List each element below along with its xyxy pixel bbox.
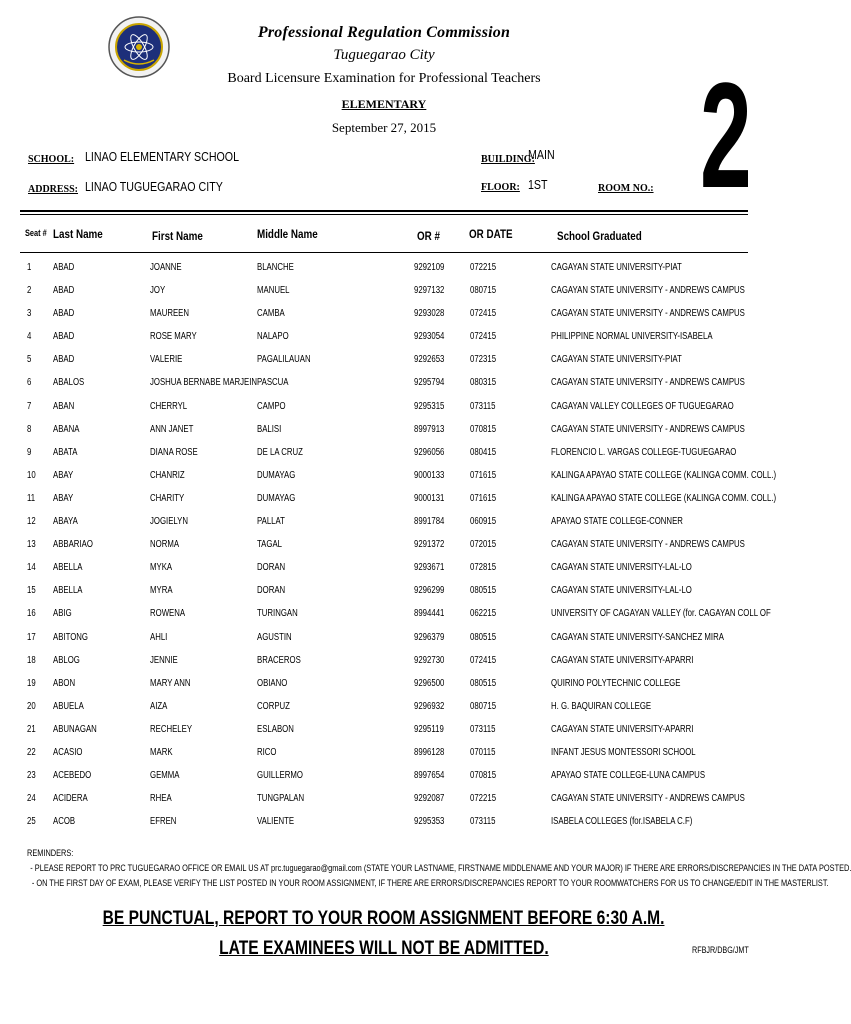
header-rule-bottom: [20, 214, 748, 215]
column-header-rule: [20, 252, 748, 253]
middle-name-cell: BALISI: [257, 423, 282, 435]
or-number-cell: 9291372: [414, 539, 445, 551]
middle-name-cell: DORAN: [257, 585, 286, 597]
seat-number-cell: 2: [27, 285, 32, 297]
address-value: LINAO TUGUEGARAO CITY: [85, 179, 223, 194]
or-number-cell: 9000133: [414, 469, 445, 481]
punctuality-notice: [0, 908, 768, 930]
table-row: [0, 793, 768, 816]
seat-number-cell: 15: [27, 585, 36, 597]
seat-number-cell: 5: [27, 354, 32, 366]
seat-number-cell: 16: [27, 608, 36, 620]
col-school-graduated: School Graduated: [557, 229, 642, 243]
school-graduated-cell: CAGAYAN STATE UNIVERSITY - ANDREWS CAMPUS: [551, 793, 745, 805]
last-name-cell: ABAD: [53, 331, 75, 343]
school-graduated-cell: APAYAO STATE COLLEGE-LUNA CAMPUS: [551, 770, 706, 782]
last-name-cell: ABAY: [53, 492, 74, 504]
first-name-cell: ROSE MARY: [150, 331, 197, 343]
or-date-cell: 070815: [470, 770, 497, 782]
exam-level: ELEMENTARY: [341, 97, 427, 111]
table-row: [0, 585, 768, 608]
seat-number-cell: 13: [27, 539, 36, 551]
or-date-cell: 072215: [470, 262, 497, 273]
agency-title: Professional Regulation Commission: [257, 24, 511, 41]
school-graduated-cell: CAGAYAN STATE UNIVERSITY - ANDREWS CAMPUS: [551, 377, 745, 389]
school-graduated-cell: APAYAO STATE COLLEGE-CONNER: [551, 516, 683, 528]
or-number-cell: 9296379: [414, 631, 445, 643]
or-date-cell: 073115: [470, 723, 496, 735]
school-graduated-cell: CAGAYAN STATE UNIVERSITY - ANDREWS CAMPUS: [551, 423, 745, 435]
building-label: BUILDING:: [481, 154, 535, 165]
table-row: [0, 285, 768, 308]
first-name-cell: DIANA ROSE: [150, 446, 198, 458]
first-name-cell: JENNIE: [150, 654, 178, 666]
table-row: [0, 678, 768, 701]
seat-number-cell: 12: [27, 516, 36, 528]
or-date-cell: 060915: [470, 516, 497, 528]
or-date-cell: 072015: [470, 539, 497, 551]
reminder-line-1: - PLEASE REPORT TO PRC TUGUEGARAO OFFICE OR EMAIL US AT prc.tuguegarao@gmail.com (STATE YOUR LASTNAME, FIRSTNAME MIDDLENAME AND YOUR MAJOR) IF THERE ARE ERRORS/DISCREPANCIES IN THE DATA POSTED.: [30, 863, 851, 873]
or-date-cell: 080715: [470, 700, 497, 712]
or-number-cell: 9296056: [414, 446, 445, 458]
last-name-cell: ABAD: [53, 354, 75, 366]
col-last-name: Last Name: [53, 227, 103, 241]
middle-name-cell: DE LA CRUZ: [257, 446, 303, 458]
or-date-cell: 080715: [470, 285, 497, 297]
seat-number-cell: 19: [27, 677, 36, 689]
middle-name-cell: OBIANO: [257, 677, 288, 689]
seat-number-cell: 7: [27, 400, 32, 412]
table-row: [0, 632, 768, 655]
table-row: [0, 262, 768, 285]
or-date-cell: 073115: [470, 816, 496, 828]
seat-number-cell: 22: [27, 746, 36, 758]
first-name-cell: ROWENA: [150, 608, 186, 620]
or-date-cell: 080515: [470, 677, 497, 689]
last-name-cell: ABON: [53, 677, 76, 689]
or-number-cell: 9292730: [414, 654, 445, 666]
table-row: [0, 539, 768, 562]
or-number-cell: 8997913: [414, 423, 445, 435]
exam-date: September 27, 2015: [331, 120, 437, 135]
footer-code: RFBJR/DBG/JMT: [692, 945, 749, 955]
last-name-cell: ACIDERA: [53, 793, 88, 805]
reminders-title: REMINDERS:: [27, 848, 74, 858]
table-row: [0, 447, 768, 470]
last-name-cell: ABLOG: [53, 654, 80, 666]
city-subtitle: Tuguegarao City: [333, 47, 435, 63]
first-name-cell: JOANNE: [150, 262, 182, 273]
middle-name-cell: PASCUA: [257, 377, 289, 389]
or-date-cell: 080315: [470, 377, 497, 389]
table-row: [0, 816, 768, 839]
last-name-cell: ABAYA: [53, 516, 78, 528]
middle-name-cell: TAGAL: [257, 539, 282, 551]
room-number-display: 2: [700, 51, 752, 219]
first-name-cell: RECHELEY: [150, 723, 193, 735]
table-row: [0, 331, 768, 354]
col-or-number: OR #: [417, 229, 440, 243]
first-name-cell: AHLI: [150, 631, 168, 643]
school-value: LINAO ELEMENTARY SCHOOL: [85, 149, 240, 164]
examinee-table-body: [0, 262, 777, 839]
school-graduated-cell: CAGAYAN STATE UNIVERSITY-PIAT: [551, 262, 682, 273]
seat-number-cell: 18: [27, 654, 36, 666]
school-graduated-cell: INFANT JESUS MONTESSORI SCHOOL: [551, 746, 696, 758]
or-number-cell: 9293054: [414, 331, 445, 343]
middle-name-cell: BLANCHE: [257, 262, 294, 273]
or-date-cell: 070815: [470, 423, 497, 435]
table-row: [0, 401, 768, 424]
last-name-cell: ACEBEDO: [53, 770, 92, 782]
seat-number-cell: 8: [27, 423, 32, 435]
last-name-cell: ABUELA: [53, 700, 84, 712]
school-graduated-cell: ISABELA COLLEGES (for.ISABELA C.F): [551, 816, 693, 828]
school-graduated-cell: CAGAYAN STATE UNIVERSITY - ANDREWS CAMPUS: [551, 539, 745, 551]
floor-label: FLOOR:: [481, 182, 520, 193]
seat-number-cell: 9: [27, 446, 32, 458]
or-number-cell: 9296932: [414, 700, 445, 712]
school-graduated-cell: CAGAYAN STATE UNIVERSITY - ANDREWS CAMPUS: [551, 308, 745, 320]
first-name-cell: CHARITY: [150, 492, 185, 504]
middle-name-cell: GUILLERMO: [257, 770, 303, 782]
or-date-cell: 080415: [470, 446, 497, 458]
seat-number-cell: 23: [27, 770, 36, 782]
first-name-cell: JOGIELYN: [150, 516, 189, 528]
late-notice: [0, 938, 768, 960]
table-row: [0, 424, 768, 447]
middle-name-cell: DUMAYAG: [257, 469, 296, 481]
or-number-cell: 9295794: [414, 377, 445, 389]
last-name-cell: ABALOS: [53, 377, 85, 389]
first-name-cell: JOY: [150, 285, 166, 297]
middle-name-cell: PAGALILAUAN: [257, 354, 311, 366]
last-name-cell: ACASIO: [53, 746, 83, 758]
middle-name-cell: DORAN: [257, 562, 286, 574]
or-number-cell: 9295315: [414, 400, 445, 412]
table-row: [0, 608, 771, 631]
table-row: [0, 655, 768, 678]
middle-name-cell: PALLAT: [257, 516, 285, 528]
table-row: [0, 562, 768, 585]
seat-number-cell: 1: [27, 262, 32, 273]
first-name-cell: CHERRYL: [150, 400, 188, 412]
first-name-cell: EFREN: [150, 816, 177, 828]
exam-title: Board Licensure Examination for Professional Teachers: [227, 71, 541, 86]
last-name-cell: ABAD: [53, 262, 75, 273]
first-name-cell: ANN JANET: [150, 423, 194, 435]
middle-name-cell: DUMAYAG: [257, 492, 296, 504]
school-graduated-cell: CAGAYAN STATE UNIVERSITY-APARRI: [551, 723, 694, 735]
first-name-cell: VALERIE: [150, 354, 183, 366]
or-date-cell: 072415: [470, 654, 497, 666]
table-row: [0, 354, 768, 377]
seat-number-cell: 25: [27, 816, 36, 828]
school-label: SCHOOL:: [28, 154, 75, 165]
or-date-cell: 062215: [470, 608, 497, 620]
first-name-cell: JOSHUA BERNABE MARJEIN: [150, 377, 258, 389]
table-row: [0, 377, 768, 400]
school-graduated-cell: H. G. BAQUIRAN COLLEGE: [551, 700, 652, 712]
or-date-cell: 080515: [470, 631, 497, 643]
col-middle-name: Middle Name: [257, 227, 318, 241]
middle-name-cell: ESLABON: [257, 723, 294, 735]
last-name-cell: ABAD: [53, 308, 75, 320]
or-date-cell: 080515: [470, 585, 497, 597]
first-name-cell: AIZA: [150, 700, 168, 712]
seat-number-cell: 6: [27, 377, 32, 389]
reminders-block: [27, 846, 851, 891]
table-row: [0, 724, 768, 747]
or-number-cell: 9293028: [414, 308, 445, 320]
late-notice-text: LATE EXAMINEES WILL NOT BE ADMITTED.: [219, 938, 549, 959]
or-number-cell: 8996128: [414, 746, 445, 758]
last-name-cell: ABBARIAO: [53, 539, 93, 551]
or-date-cell: 072315: [470, 354, 497, 366]
middle-name-cell: CAMPO: [257, 400, 286, 412]
last-name-cell: ABATA: [53, 446, 78, 458]
room-no-label: ROOM NO.:: [598, 183, 654, 194]
or-number-cell: 9293671: [414, 562, 445, 574]
school-graduated-cell: PHILIPPINE NORMAL UNIVERSITY-ISABELA: [551, 331, 713, 343]
or-number-cell: 9296299: [414, 585, 445, 597]
seat-number-cell: 20: [27, 700, 36, 712]
middle-name-cell: TUNGPALAN: [257, 793, 305, 805]
or-date-cell: 071615: [470, 492, 497, 504]
school-graduated-cell: UNIVERSITY OF CAGAYAN VALLEY (for. CAGAYAN COLL OF: [551, 608, 771, 620]
col-or-date: OR DATE: [469, 227, 513, 241]
middle-name-cell: VALIENTE: [257, 816, 295, 828]
table-row: [0, 469, 777, 493]
or-date-cell: 073115: [470, 400, 496, 412]
or-date-cell: 072415: [470, 331, 497, 343]
school-graduated-cell: CAGAYAN VALLEY COLLEGES OF TUGUEGARAO: [551, 400, 734, 412]
col-first-name: First Name: [152, 229, 203, 243]
seat-number-cell: 24: [27, 793, 36, 805]
or-number-cell: 9292087: [414, 793, 445, 805]
col-seat: Seat #: [25, 228, 47, 238]
or-date-cell: 070115: [470, 746, 496, 758]
reminder-line-2: - ON THE FIRST DAY OF EXAM, PLEASE VERIFY THE LIST POSTED IN YOUR ROOM ASSIGNMENT, IF THERE ARE ERRORS/DISCREPANCIES REPORT TO YOUR ROOMWATCHERS FOR US TO CHANGE/EDIT IN THE MASTERLIST.: [31, 878, 829, 888]
or-number-cell: 8994441: [414, 608, 445, 620]
last-name-cell: ABIG: [53, 608, 72, 620]
school-graduated-cell: CAGAYAN STATE UNIVERSITY-PIAT: [551, 354, 682, 366]
middle-name-cell: CAMBA: [257, 308, 285, 320]
or-date-cell: 072415: [470, 308, 497, 320]
table-row: [0, 770, 768, 793]
or-number-cell: 8997654: [414, 770, 445, 782]
last-name-cell: ABELLA: [53, 562, 83, 574]
last-name-cell: ABAN: [53, 400, 75, 412]
school-graduated-cell: KALINGA APAYAO STATE COLLEGE (KALINGA COMM. COLL.): [551, 492, 777, 504]
middle-name-cell: MANUEL: [257, 285, 290, 297]
table-row: [0, 492, 777, 516]
last-name-cell: ABAY: [53, 469, 74, 481]
seat-number-cell: 4: [27, 331, 32, 343]
last-name-cell: ACOB: [53, 816, 76, 828]
building-value: MAIN: [528, 147, 555, 162]
or-date-cell: 072215: [470, 793, 497, 805]
first-name-cell: CHANRIZ: [150, 469, 185, 481]
school-graduated-cell: KALINGA APAYAO STATE COLLEGE (KALINGA COMM. COLL.): [551, 469, 777, 481]
seat-number-cell: 10: [27, 469, 36, 481]
or-number-cell: 9295119: [414, 723, 444, 735]
or-date-cell: 072815: [470, 562, 497, 574]
middle-name-cell: CORPUZ: [257, 700, 290, 712]
last-name-cell: ABANA: [53, 423, 80, 435]
last-name-cell: ABITONG: [53, 631, 88, 643]
seat-number-cell: 11: [27, 492, 36, 504]
or-number-cell: 9297132: [414, 285, 445, 297]
first-name-cell: GEMMA: [150, 770, 180, 782]
middle-name-cell: TURINGAN: [257, 608, 298, 620]
middle-name-cell: RICO: [257, 746, 277, 758]
seat-number-cell: 14: [27, 562, 36, 574]
or-number-cell: 9292653: [414, 354, 445, 366]
last-name-cell: ABUNAGAN: [53, 723, 97, 735]
or-number-cell: 9000131: [414, 492, 445, 504]
table-row: [0, 516, 768, 539]
table-row: [0, 308, 768, 331]
last-name-cell: ABELLA: [53, 585, 83, 597]
last-name-cell: ABAD: [53, 285, 75, 297]
school-graduated-cell: CAGAYAN STATE UNIVERSITY-LAL-LO: [551, 585, 692, 597]
first-name-cell: NORMA: [150, 539, 180, 551]
school-graduated-cell: FLORENCIO L. VARGAS COLLEGE-TUGUEGARAO: [551, 446, 737, 458]
or-number-cell: 9296500: [414, 677, 445, 689]
header-rule-top: [20, 210, 748, 212]
seat-number-cell: 17: [27, 631, 36, 643]
school-graduated-cell: CAGAYAN STATE UNIVERSITY-SANCHEZ MIRA: [551, 631, 724, 643]
middle-name-cell: AGUSTIN: [257, 631, 292, 643]
school-graduated-cell: CAGAYAN STATE UNIVERSITY - ANDREWS CAMPUS: [551, 285, 745, 297]
first-name-cell: MYKA: [150, 562, 173, 574]
first-name-cell: MAUREEN: [150, 308, 190, 320]
or-number-cell: 8991784: [414, 516, 445, 528]
or-number-cell: 9292109: [414, 262, 445, 273]
seat-number-cell: 3: [27, 308, 32, 320]
punctuality-notice-text: BE PUNCTUAL, REPORT TO YOUR ROOM ASSIGNMENT BEFORE 6:30 A.M.: [103, 908, 665, 929]
first-name-cell: RHEA: [150, 793, 172, 805]
address-label: ADDRESS:: [28, 184, 79, 195]
table-row: [0, 701, 768, 724]
seat-number-cell: 21: [27, 723, 36, 735]
school-graduated-cell: CAGAYAN STATE UNIVERSITY-LAL-LO: [551, 562, 692, 574]
middle-name-cell: BRACEROS: [257, 654, 301, 666]
school-graduated-cell: CAGAYAN STATE UNIVERSITY-APARRI: [551, 654, 694, 666]
or-number-cell: 9295353: [414, 816, 445, 828]
floor-value: 1ST: [528, 177, 548, 192]
or-date-cell: 071615: [470, 469, 497, 481]
middle-name-cell: NALAPO: [257, 331, 289, 343]
first-name-cell: MYRA: [150, 585, 173, 597]
first-name-cell: MARY ANN: [150, 677, 191, 689]
school-graduated-cell: QUIRINO POLYTECHNIC COLLEGE: [551, 677, 681, 689]
first-name-cell: MARK: [150, 746, 173, 758]
table-row: [0, 747, 768, 770]
